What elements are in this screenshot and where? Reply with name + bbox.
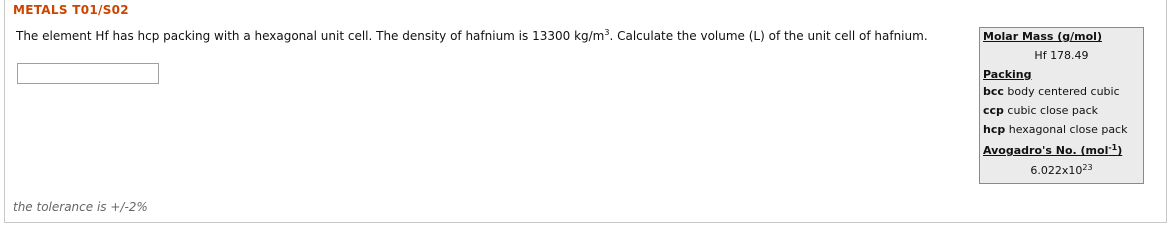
packing-abbr: bcc [983,85,1004,98]
packing-heading: Packing [983,68,1032,81]
avogadro-heading-exponent: -1 [1108,143,1118,152]
packing-desc: body centered cubic [1007,85,1120,98]
avogadro-mantissa: 6.022x10 [1030,164,1083,177]
avogadro-heading [983,144,1122,157]
density-unit-exponent: 3 [604,28,610,37]
question-text-start: The element Hf has hcp packing with a hexagonal unit cell. The density of hafnium is 13300 kg/m [16,29,605,43]
reference-panel [979,27,1144,184]
avogadro-exponent: 23 [1082,163,1093,172]
packing-desc: cubic close pack [1007,104,1098,117]
answer-input[interactable] [17,63,159,84]
molar-mass-value: Hf 178.49 [1034,49,1089,62]
problem-title: METALS T01/S02 [13,3,129,17]
avogadro-heading-text: Avogadro's No. (mol [983,144,1109,157]
packing-desc: hexagonal close pack [1008,123,1128,136]
molar-mass-heading: Molar Mass (g/mol) [983,30,1102,43]
packing-item-bcc [983,85,1120,98]
question-text [16,29,928,43]
packing-item-hcp [983,123,1127,136]
packing-item-ccp [983,104,1098,117]
packing-abbr: ccp [983,104,1004,117]
avogadro-value [980,164,1143,177]
tolerance-note: the tolerance is +/-2% [13,200,148,214]
question-text-end: . Calculate the volume (L) of the unit cell of hafnium. [609,29,928,43]
packing-abbr: hcp [983,123,1006,136]
avogadro-heading-close: ) [1117,144,1123,157]
